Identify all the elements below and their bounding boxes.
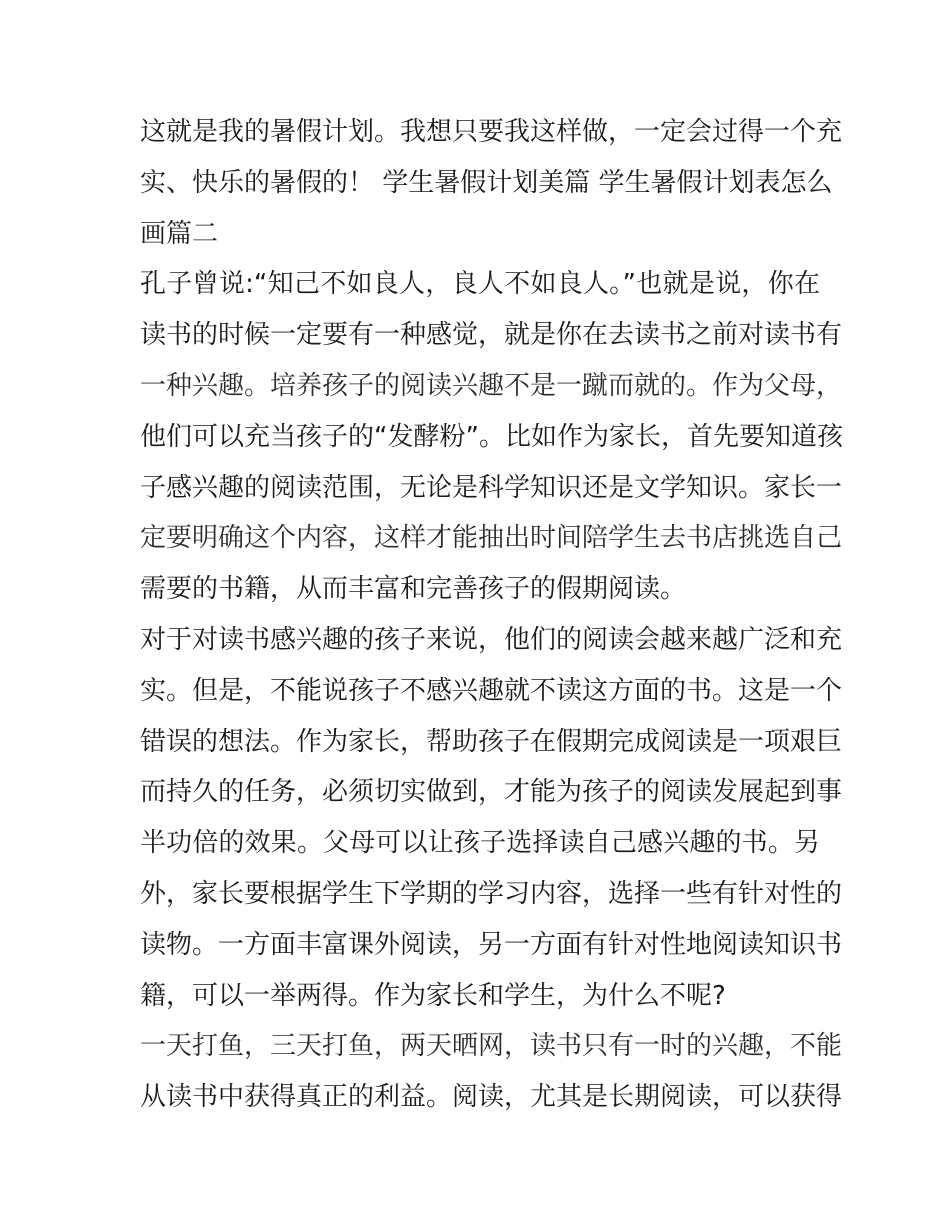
body-text: [140, 107, 843, 1123]
text-line: 半功倍的效果。父母可以让孩子选择读自己感兴趣的书。另: [140, 828, 820, 859]
text-line: 读物。一方面丰富课外阅读，另一方面有针对性地阅读知识书: [140, 929, 843, 960]
text-line: 对于对读书感兴趣的孩子来说，他们的阅读会越来越广泛和充: [140, 624, 843, 655]
text-line: 定要明确这个内容，这样才能抽出时间陪学生去书店挑选自己: [140, 523, 843, 554]
text-line: 画篇二: [140, 218, 219, 249]
text-line: 从读书中获得真正的利益。阅读，尤其是长期阅读，可以获得: [140, 1082, 843, 1113]
text-line: 外，家长要根据学生下学期的学习内容，选择一些有针对性的: [140, 878, 843, 909]
text-line: 实。但是，不能说孩子不感兴趣就不读这方面的书。这是一个: [140, 675, 843, 706]
text-line: 他们可以充当孩子的“发酵粉”。比如作为家长，首先要知道孩: [140, 421, 843, 452]
text-line: 籍，可以一举两得。作为家长和学生，为什么不呢?: [140, 980, 726, 1011]
text-line: 而持久的任务，必须切实做到，才能为孩子的阅读发展起到事: [140, 777, 843, 808]
text-line: 这就是我的暑假计划。我想只要我这样做，一定会过得一个充: [140, 117, 843, 147]
text-line: 一天打鱼，三天打鱼，两天晒网，读书只有一时的兴趣，不能: [140, 1031, 843, 1062]
text-line: 一种兴趣。培养孩子的阅读兴趣不是一蹴而就的。作为父母，: [140, 370, 843, 401]
text-line: 错误的想法。作为家长，帮助孩子在假期完成阅读是一项艰巨: [140, 726, 843, 757]
text-line: 需要的书籍，从而丰富和完善孩子的假期阅读。: [140, 574, 687, 605]
text-line: 孔子曾说:“知己不如良人，良人不如良人。”也就是说，你在: [140, 269, 820, 300]
text-line: 读书的时候一定要有一种感觉，就是你在去读书之前对读书有: [140, 320, 843, 351]
text-line: 实、快乐的暑假的！ 学生暑假计划美篇 学生暑假计划表怎么: [140, 167, 833, 198]
text-line: 子感兴趣的阅读范围，无论是科学知识还是文学知识。家长一: [140, 472, 843, 503]
